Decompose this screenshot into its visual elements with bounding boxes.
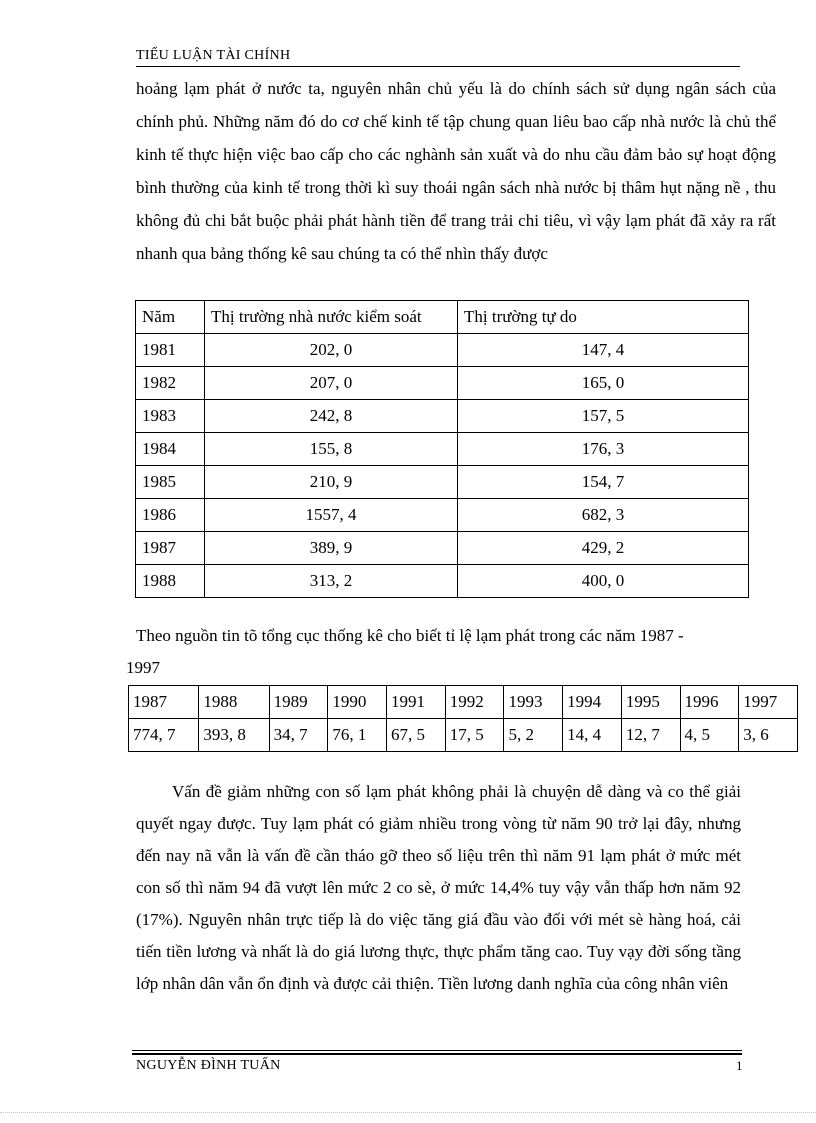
year-cell: 1988 (199, 686, 269, 719)
year-cell: 1994 (563, 686, 622, 719)
rate-cell: 774, 7 (129, 719, 199, 752)
column-header-year: Năm (136, 301, 205, 334)
rate-cell: 17, 5 (445, 719, 504, 752)
state-market-cell: 210, 9 (205, 466, 458, 499)
footer-divider-thick (132, 1053, 742, 1055)
page-number: 1 (736, 1058, 743, 1073)
rate-cell: 3, 6 (739, 719, 798, 752)
year-cell: 1985 (136, 466, 205, 499)
year-cell: 1984 (136, 433, 205, 466)
state-market-cell: 207, 0 (205, 367, 458, 400)
state-market-cell: 389, 9 (205, 532, 458, 565)
state-market-cell: 1557, 4 (205, 499, 458, 532)
page-break-divider (0, 1112, 816, 1113)
free-market-cell: 165, 0 (458, 367, 749, 400)
free-market-cell: 147, 4 (458, 334, 749, 367)
year-cell: 1997 (739, 686, 798, 719)
body-paragraph-3: Vấn đề giảm những con số lạm phát không phải là chuyện dễ dàng và co thể giải quyết ngay được. Tuy lạm phát có giảm nhiều trong vòng từ năm 90 trở lại đây, nhưng đến nay nã vẫn là vấn đề cần tháo gỡ theo số liệu trên thì năm 91 lạm phát ở mức mét con số thì năm 94 đã vượt lên mức 2 co sè, ở mức 14,4% tuy vậy vẫn thấp hơn năm 92 (17%). Nguyên nhân trực tiếp là do việc tăng giá đầu vào đối với mét sè hàng hoá, cải tiến tiền lương và nhất là do giá lương thực, thực phẩm tăng cao. Tuy vạy đời sống tầng lớp nhân dân vẫn ổn định và được cải thiện. Tiền lương danh nghĩa của công nhân viên (136, 782, 741, 993)
rate-cell: 76, 1 (328, 719, 387, 752)
column-header-state-market: Thị trường nhà nước kiểm soát (205, 301, 458, 334)
footer-author: NGUYỄN ĐÌNH TUẤN (136, 1058, 281, 1073)
table-row (136, 400, 749, 433)
year-cell: 1993 (504, 686, 563, 719)
rate-cell: 4, 5 (680, 719, 739, 752)
free-market-cell: 154, 7 (458, 466, 749, 499)
rate-cell: 14, 4 (563, 719, 622, 752)
table-header-row (136, 301, 749, 334)
column-header-free-market: Thị trường tự do (458, 301, 749, 334)
year-row (129, 686, 798, 719)
year-cell: 1988 (136, 565, 205, 598)
year-cell: 1995 (621, 686, 680, 719)
body-paragraph-1: hoảng lạm phát ở nước ta, nguyên nhân chủ yếu là do chính sách sử dụng ngân sách của chính phủ. Những năm đó do cơ chế kinh tế tập chung quan liêu bao cấp nhà nước là chủ thể kinh tế thực hiện việc bao cấp cho các nghành sản xuất và do nhu cầu đảm bảo sự hoạt động bình thường của kinh tế trong thời kì suy thoái ngân sách nhà nước bị thâm hụt nặng nề , thu không đủ chi bắt buộc phải phát hành tiền để trang trải chi tiêu, vì vậy lạm phát đã xảy ra rất nhanh qua bảng thống kê sau chúng ta có thể nhìn thấy được (136, 79, 776, 263)
value-row (129, 719, 798, 752)
rate-cell: 67, 5 (387, 719, 446, 752)
year-cell: 1983 (136, 400, 205, 433)
free-market-cell: 429, 2 (458, 532, 749, 565)
year-cell: 1986 (136, 499, 205, 532)
rate-cell: 5, 2 (504, 719, 563, 752)
footer-divider (132, 1050, 742, 1051)
rate-cell: 34, 7 (269, 719, 328, 752)
year-cell: 1987 (136, 532, 205, 565)
year-cell: 1990 (328, 686, 387, 719)
table-row (136, 433, 749, 466)
year-cell: 1996 (680, 686, 739, 719)
price-index-table (135, 300, 749, 598)
year-cell: 1989 (269, 686, 328, 719)
rate-cell: 393, 8 (199, 719, 269, 752)
free-market-cell: 400, 0 (458, 565, 749, 598)
inflation-rate-table (128, 685, 798, 752)
free-market-cell: 176, 3 (458, 433, 749, 466)
rate-cell: 12, 7 (621, 719, 680, 752)
state-market-cell: 155, 8 (205, 433, 458, 466)
free-market-cell: 682, 3 (458, 499, 749, 532)
table-row (136, 565, 749, 598)
table-row (136, 499, 749, 532)
table-row (136, 466, 749, 499)
table-row (136, 334, 749, 367)
year-cell: 1991 (387, 686, 446, 719)
year-cell: 1992 (445, 686, 504, 719)
state-market-cell: 242, 8 (205, 400, 458, 433)
year-cell: 1982 (136, 367, 205, 400)
body-paragraph-2 (126, 620, 766, 684)
table-row (136, 532, 749, 565)
table-row (136, 367, 749, 400)
paragraph-2-line-2: 1997 (126, 658, 160, 677)
year-cell: 1987 (129, 686, 199, 719)
state-market-cell: 202, 0 (205, 334, 458, 367)
state-market-cell: 313, 2 (205, 565, 458, 598)
page-header-title: TIỂU LUẬN TÀI CHÍNH (136, 48, 740, 67)
free-market-cell: 157, 5 (458, 400, 749, 433)
paragraph-2-line-1: Theo nguồn tin tõ tổng cục thống kê cho biết tỉ lệ lạm phát trong các năm 1987 - (136, 626, 684, 645)
year-cell: 1981 (136, 334, 205, 367)
